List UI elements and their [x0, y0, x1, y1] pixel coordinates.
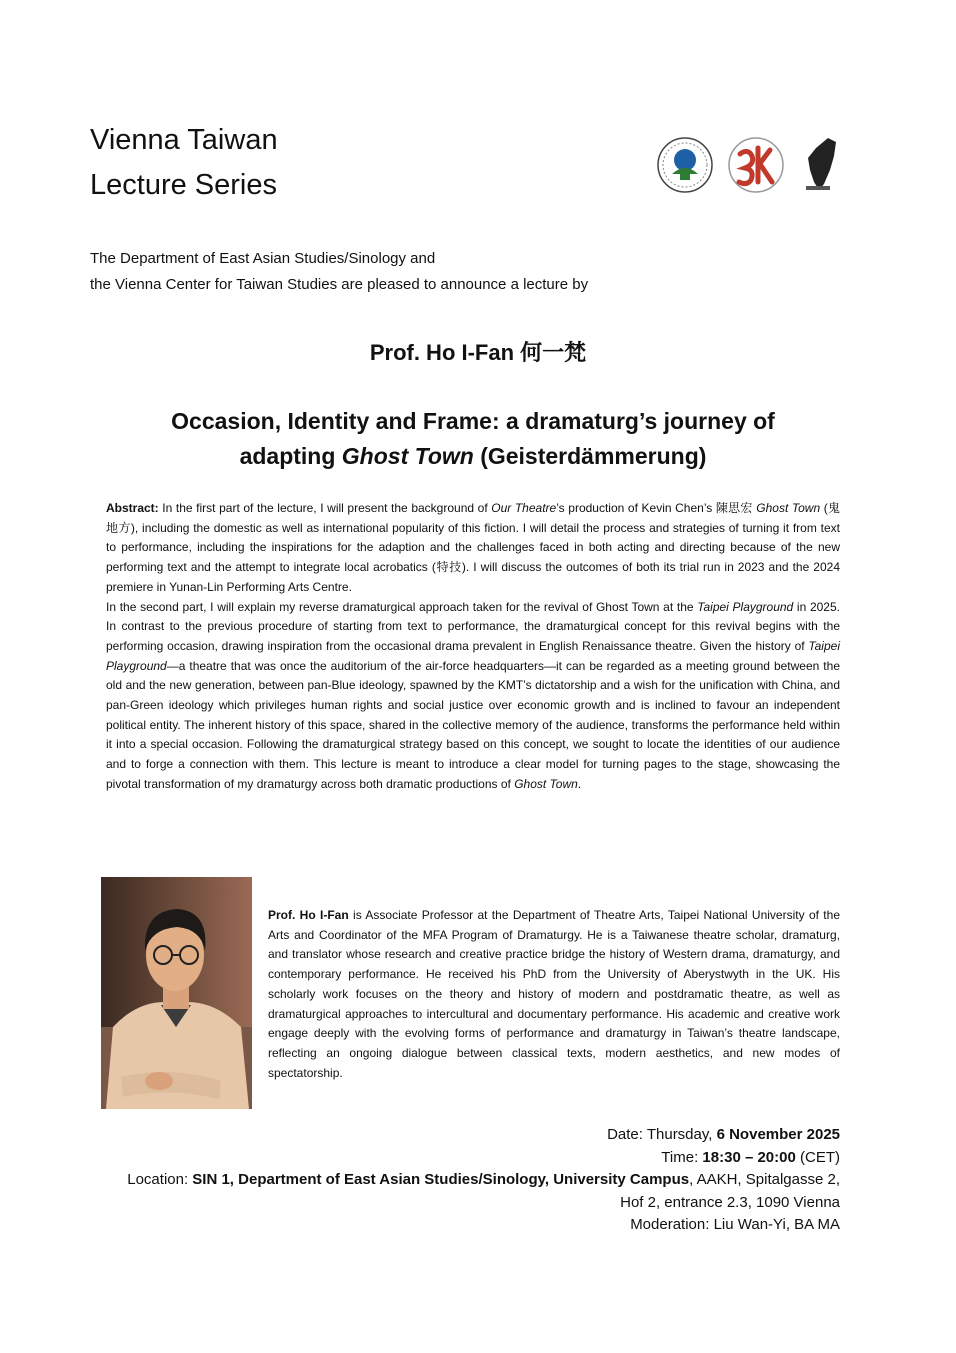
taiwan-map-icon: [806, 138, 836, 190]
event-time: [127, 1147, 840, 1170]
location-label: Location:: [127, 1171, 193, 1188]
intro-line1: The Department of East Asian Studies/Sinology and: [90, 250, 436, 267]
abstract-text: in 2025. In contrast to the previous procedure of starting from text to performance, the dramaturgical concept for this revival begins with the performing occasion, drawing inspiration from the occasional drama prevalent in English Renaissance theatre. Given the history of: [106, 599, 840, 653]
lecture-title-line2-italic: Ghost Town: [341, 443, 474, 469]
event-moderation: Moderation: Liu Wan-Yi, BA MA: [630, 1216, 840, 1233]
lecture-title: [110, 404, 836, 474]
time-value: 18:30 – 20:00: [702, 1148, 796, 1166]
series-title-line2: Lecture Series: [90, 169, 277, 201]
speaker-photo: [101, 877, 252, 1109]
event-location: [127, 1169, 840, 1192]
date-value: 6 November 2025: [716, 1126, 840, 1143]
abstract-text: .: [577, 776, 582, 791]
intro-text: [90, 246, 588, 298]
sk-emblem-icon: [729, 138, 783, 192]
abstract-italic: Our Theatre: [491, 501, 557, 515]
date-label: Date: Thursday,: [607, 1126, 717, 1143]
event-info: [127, 1124, 840, 1237]
location-rest: , AAKH, Spitalgasse 2,: [689, 1171, 840, 1188]
university-seal-icon: [658, 138, 712, 192]
time-suffix: (CET): [795, 1148, 840, 1166]
abstract-italic: Ghost Town: [756, 501, 821, 515]
lecture-title-line2-pre: adapting: [239, 443, 342, 469]
speaker-bio: [268, 906, 840, 1083]
abstract-text: (鬼地方), including the domestic as well as international popularity of this fiction. I will detail the process and strategies of turning it from text to performance, including the inspirations for the adaption and the challenges faced in both acting and directing because of the new performing text and the attempt to integrate local acrobatics (特技). I will discuss the outcomes of both its trial run in 2023 and the 2024 premiere in Yunan-Lin Performing Arts Centre.: [106, 501, 840, 594]
abstract-label: Abstract:: [106, 501, 159, 515]
abstract-text: ’s production of Kevin Chen’s 陳思宏: [556, 501, 757, 515]
abstract-italic: Taipei Playground: [106, 638, 840, 673]
bio-text: is Associate Professor at the Department of Theatre Arts, Taipei National University of the Arts and Coordinator of the MFA Program of Dramaturgy. He is a Taiwanese theatre scholar, dramaturg, and translator whose research and creative practice bridge the history of Western drama, dramaturgy, and contemporary performance. He received his PhD from the University of Aberystwyth in the UK. His scholarly work focuses on the theory and history of modern and postdramatic theatre, as well as dramaturgical approaches to intercultural and documentary performance. His academic and creative work engage deeply with the evolving forms of performance and dramaturgy in Taiwan’s theatre landscape, reflecting an ongoing dialogue between classical texts, modern aesthetics, and new modes of spectatorship.: [268, 908, 840, 1080]
series-title: [90, 118, 278, 208]
abstract-text: In the second part, I will explain my reverse dramaturgical approach taken for the revival of Ghost Town at the: [106, 599, 698, 614]
logos: [656, 136, 840, 194]
time-label: Time:: [661, 1148, 703, 1166]
lecture-title-line1: Occasion, Identity and Frame: a dramaturg’s journey of: [171, 408, 775, 434]
lecture-title-line2-post: (Geisterdämmerung): [473, 443, 707, 469]
event-date: [127, 1124, 840, 1147]
intro-line2: the Vienna Center for Taiwan Studies are pleased to announce a lecture by: [90, 276, 589, 293]
speaker-name: Prof. Ho I-Fan 何一梵: [369, 340, 587, 365]
abstract-paragraph-1: [106, 499, 840, 598]
series-title-line1: Vienna Taiwan: [90, 124, 278, 156]
abstract-text: —a theatre that was once the auditorium of the air-force headquarters—it can be regarded as a meeting ground between the old and the new generation, between pan-Blue ideology, spawned by the KMT’s dictatorship and a wish for the unification with China, and pan-Green ideology which privileges human rights and social justice over economic growth and is inclined to favour an independent political entity. The inherent history of this space, shared in the collective memory of the audience, transforms the performance held within it into a special occasion. Following the dramaturgical strategy based on this concept, we sought to locate the identities of our audience and to forge a connection with them. This lecture is meant to introduce a clear model for turning pages to the stage, showcasing the pivotal transformation of my dramaturgy across both dramatic productions of: [106, 658, 840, 791]
abstract-italic: Taipei Playground: [697, 599, 794, 614]
abstract-paragraph-2: [106, 598, 840, 795]
abstract-text: In the first part of the lecture, I will present the background of: [158, 501, 492, 515]
location-value: SIN 1, Department of East Asian Studies/Sinology, University Campus: [192, 1171, 690, 1188]
event-location-line2: Hof 2, entrance 2.3, 1090 Vienna: [620, 1193, 840, 1211]
abstract-italic: Ghost Town: [514, 776, 578, 791]
abstract: [106, 499, 840, 795]
bio-name: Prof. Ho I-Fan: [268, 908, 349, 922]
